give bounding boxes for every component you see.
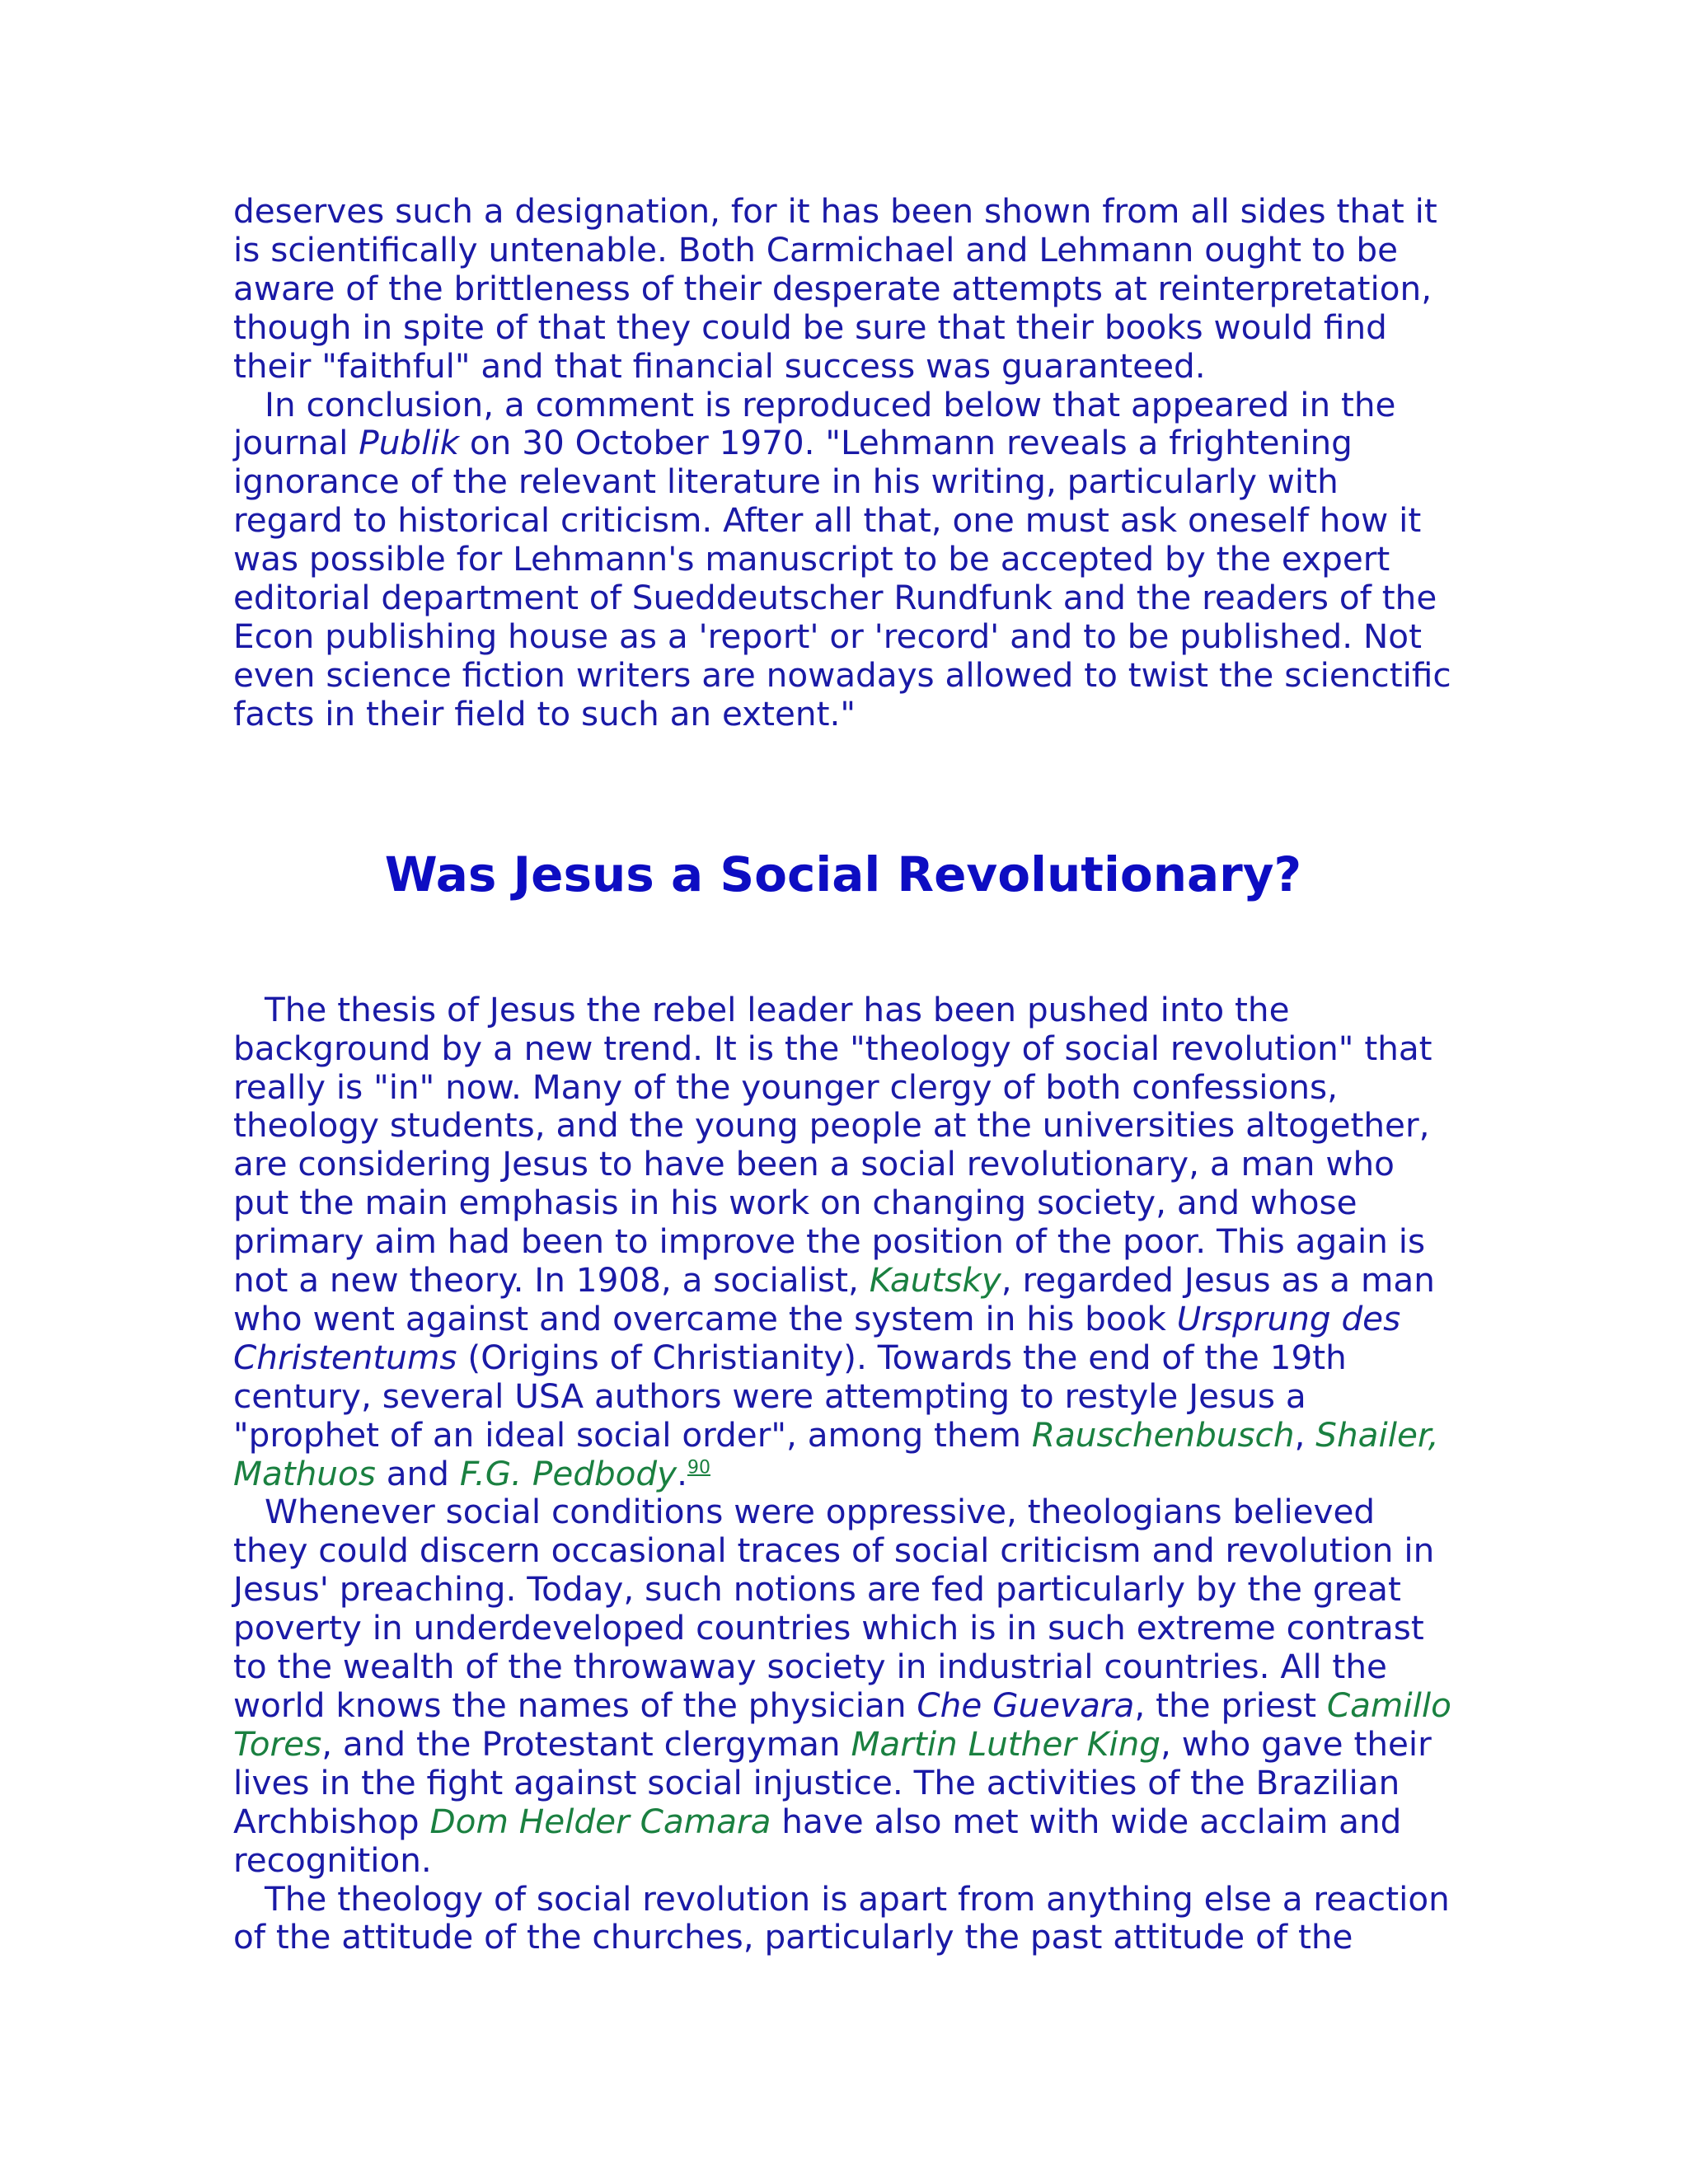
paragraph-text: and [375, 1453, 460, 1493]
paragraph-text: on 30 October 1970. "Lehmann reveals a frightening ignorance of the relevant literature in his writing, particularly with regard to historical criticism. After all that, one must ask oneself how it was possible for Lehmann's manuscript to be accepted by the expert editorial department of Sueddeutscher Rundfunk and the readers of the Econ publishing house as a 'report' or 'record' and to be published. Not even science fiction writers are nowadays allowed to twist the scienctific facts in their field to such an extent." [233, 423, 1451, 733]
paragraph-text: (Origins of Christianity). Towards the end of the 19th century, several USA authors were attempting to restyle Jesus a "prophet of an ideal social order", among them [233, 1337, 1347, 1455]
section-heading: Was Jesus a Social Revolutionary? [384, 846, 1302, 902]
spacer [233, 733, 1453, 847]
link-rauschenbusch[interactable]: Rauschenbusch [1031, 1414, 1295, 1455]
paragraph-rebel-leader [233, 991, 1453, 1493]
link-shailer-mathuos[interactable]: Shailer, Mathuos [233, 1414, 1439, 1493]
paragraph-conclusion [233, 386, 1453, 733]
paragraph-text: deserves such a designation, for it has been shown from all sides that it is scientifically untenable. Both Carmichael and Lehmann ought to be aware of the brittleness of their desperate attempts at reinterpretation, though in spite of that they could be sure that their books would find their "faithful" and that financial success was guaranteed. [233, 191, 1437, 386]
paragraph-text: . [677, 1453, 687, 1493]
book-title: Ursprung des Christentums [233, 1298, 1401, 1377]
footnote-ref [687, 1457, 710, 1478]
document-page [233, 192, 1453, 1957]
link-dom-helder-camara[interactable]: Dom Helder Camara [429, 1801, 771, 1841]
link-kautsky[interactable]: Kautsky [869, 1260, 1001, 1301]
link-camillo-tores[interactable]: Camillo Tores [233, 1685, 1451, 1764]
footnote-link[interactable]: 90 [687, 1457, 710, 1479]
journal-title-publik: Publik [359, 423, 460, 463]
paragraph-text: The thesis of Jesus the rebel leader has been pushed into the background by a new trend. It is the "theology of social revolution" that really is "in" now. Many of the younger clergy of both confessions, theology students, and the young people at the universities altogether, are considering Jesus to have been a social revolutionary, a man who put the main emphasis in his work on changing society, and whose primary aim had been to improve the position of the poor. This again is not a new theory. In 1908, a socialist, [233, 989, 1432, 1301]
paragraph-theology-reaction [233, 1880, 1453, 1957]
paragraph-text: , who gave their lives in the fight against social injustice. The activities of the Brazilian Archbishop [233, 1723, 1432, 1841]
paragraph-text: , the priest [1134, 1685, 1327, 1725]
paragraph-text: , and the Protestant clergyman [321, 1723, 851, 1764]
paragraph-text: , regarded Jesus as a man who went against and overcame the system in his book [233, 1260, 1435, 1338]
paragraph-text: , [1294, 1414, 1316, 1455]
name-che-guevara: Che Guevara [917, 1685, 1135, 1725]
paragraph-text: The theology of social revolution is apart from anything else a reaction of the attitude of the churches, particularly the past attitude of the [233, 1878, 1450, 1957]
paragraph-text: have also met with wide acclaim and recognition. [233, 1801, 1402, 1880]
link-pedbody[interactable]: F.G. Pedbody [459, 1453, 678, 1493]
link-martin-luther-king[interactable]: Martin Luther King [851, 1723, 1160, 1764]
paragraph-text: Whenever social conditions were oppressive, theologians believed they could discern occasional traces of social criticism and revolution in Jesus' preaching. Today, such notions are fed particularly by the great poverty in underdeveloped countries which is in such extreme contrast to the wealth of the throwaway society in industrial countries. All the world knows the names of the physician [233, 1492, 1435, 1725]
paragraph-social-conditions [233, 1493, 1453, 1879]
spacer [233, 902, 1453, 991]
paragraph-text: In conclusion, a comment is reproduced below that appeared in the journal [233, 384, 1396, 463]
paragraph-carmichael-lehmann [233, 192, 1453, 386]
